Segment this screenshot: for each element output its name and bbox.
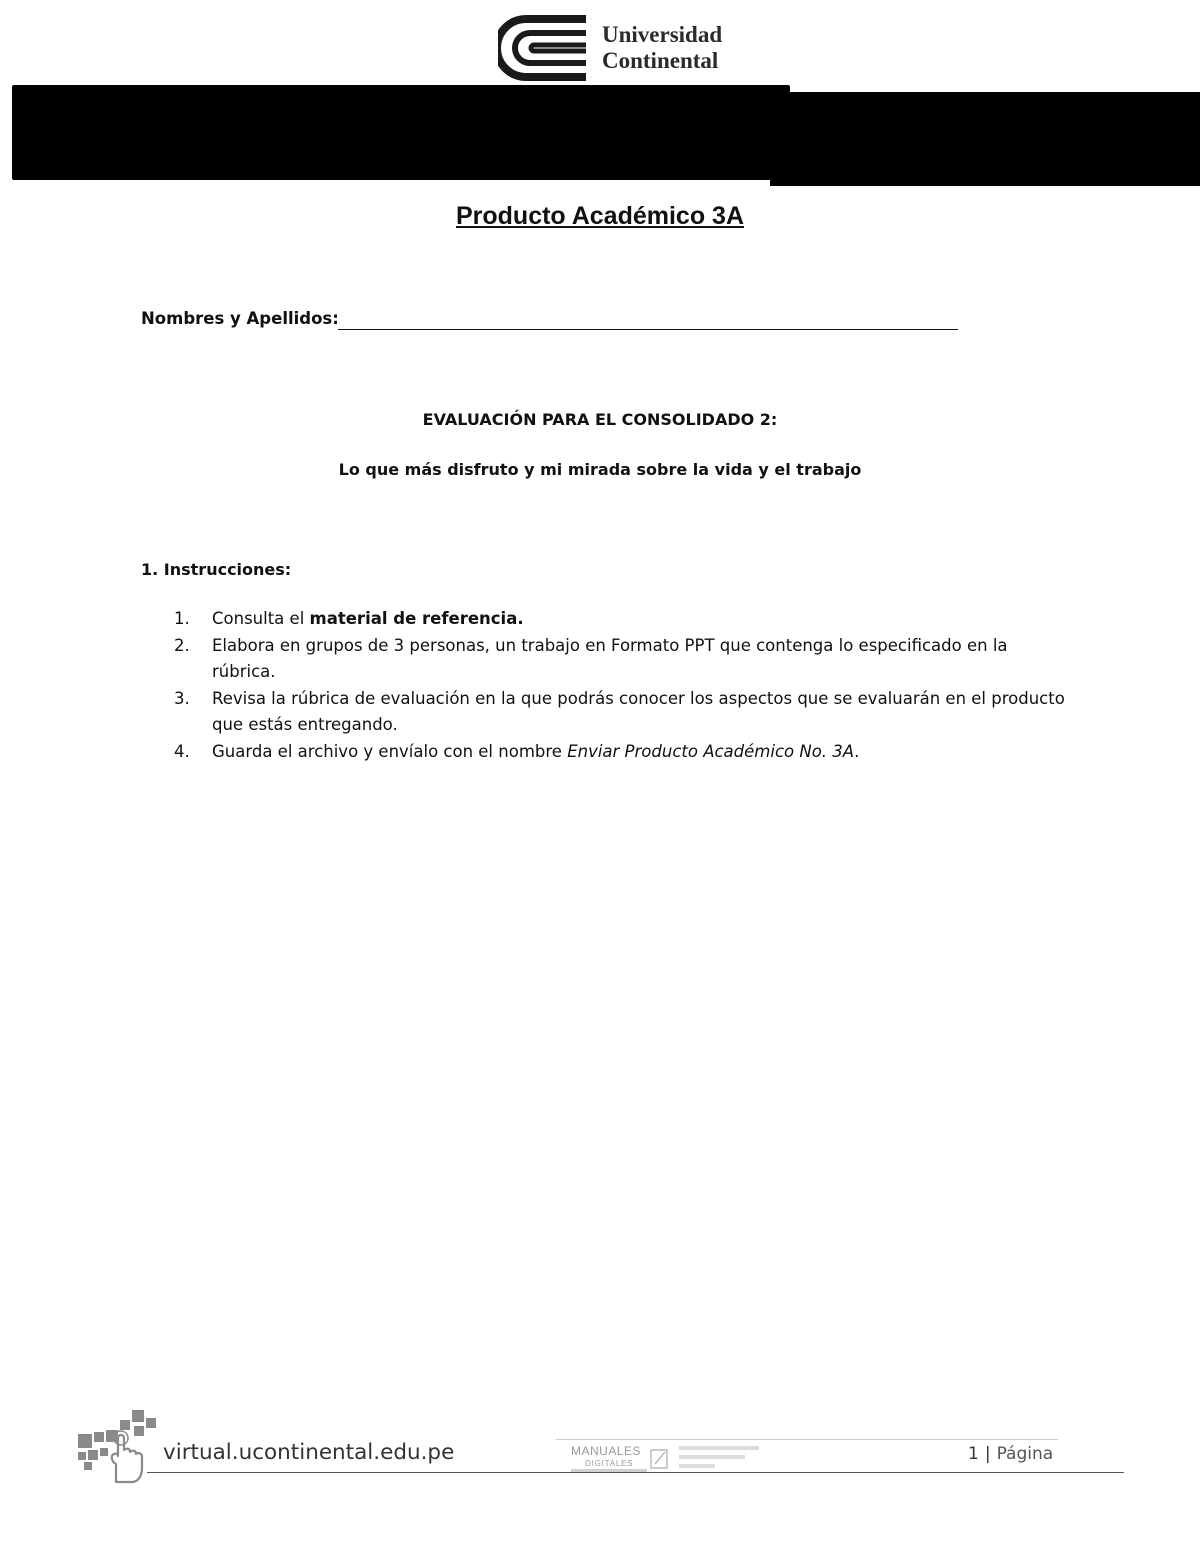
page-number [968,1444,1053,1464]
footer-divider-top [556,1439,1058,1440]
step-number: 3. [174,688,190,708]
university-logo-icon [498,14,590,82]
document-title: Producto Académico 3A [455,202,745,230]
step-number: 2. [174,635,190,655]
name-fill-line [338,329,958,330]
badge-title: MANUALES [571,1444,642,1458]
list-item [174,633,1074,686]
footer-url: virtual.ucontinental.edu.pe [163,1440,455,1465]
university-logo-text [602,22,722,74]
instructions-heading: 1. Instrucciones: [141,560,292,579]
instructions-list [174,606,1074,765]
step-text-end: . [854,741,860,761]
step-text: Revisa la rúbrica de evaluación en la que podrás conocer los aspectos que se evaluarán en el producto que estás entregando. [212,688,1065,734]
step-text: Guarda el archivo y envíalo con el nombre [212,741,568,761]
badge-subtitle: DIGITALES [585,1459,634,1468]
step-text: Elabora en grupos de 3 personas, un trabajo en Formato PPT que contenga lo especificado en la rúbrica. [212,635,1008,681]
redaction-bar-left [12,85,790,180]
manuales-digitales-badge-icon [571,1444,771,1476]
name-label: Nombres y Apellidos: [141,309,339,328]
page-number-value: 1 [968,1444,979,1464]
step-number: 1. [174,609,190,628]
page-label: Página [996,1444,1054,1464]
virtual-pixel-hand-icon [76,1408,158,1484]
logo-line-1: Universidad [602,22,723,47]
step-italic-text: Enviar Producto Académico No. 3A [567,741,855,761]
step-text-end: . [517,609,524,628]
page-separator: | [984,1444,991,1464]
list-item [174,739,1074,766]
list-item [174,686,1074,739]
redaction-bar-right [770,92,1200,186]
step-text: Consulta el [212,609,310,628]
list-item [174,606,1074,633]
step-bold-text: material de referencia [309,609,518,628]
evaluation-subtitle: Lo que más disfruto y mi mirada sobre la vida y el trabajo [338,460,862,479]
logo-line-2: Continental [602,48,719,73]
step-number: 4. [174,741,190,761]
evaluation-heading: EVALUACIÓN PARA EL CONSOLIDADO 2: [422,410,778,429]
